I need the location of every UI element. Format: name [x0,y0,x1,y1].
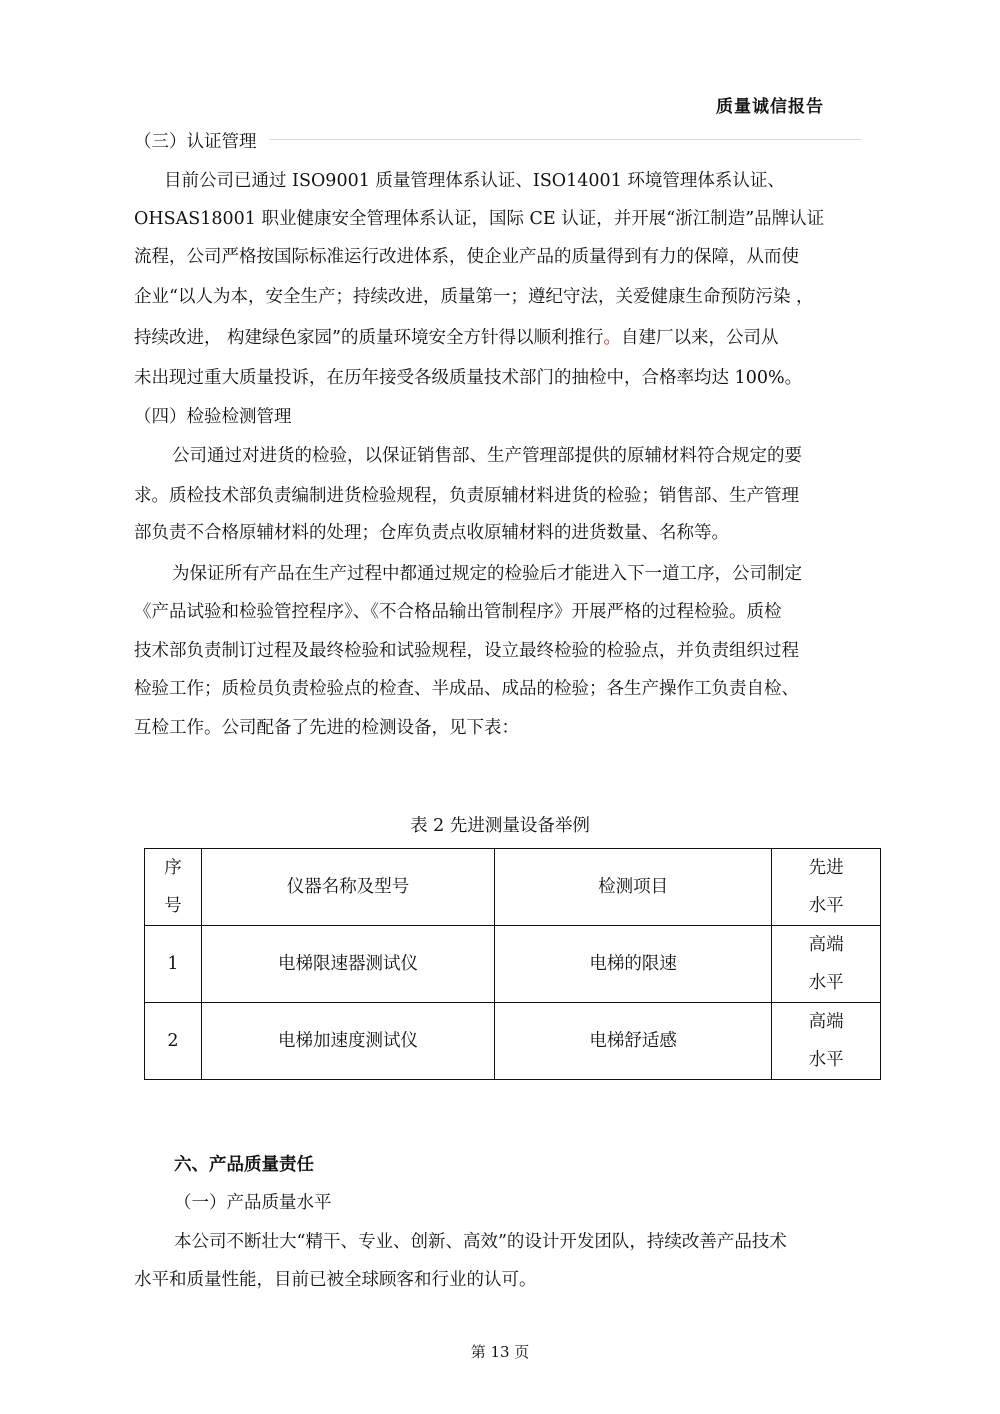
inspect-heading: （四）检验检测管理 [134,407,292,427]
table-caption: 表 2 先进测量设备举例 [410,816,590,836]
row-level-line-2: 水平 [808,1050,844,1070]
header-number-line-2: 号 [164,896,182,916]
row-number: 2 [145,1003,202,1080]
header-number [145,849,202,926]
table-header-row [145,849,881,926]
cert-line-5-text: 持续改进， 构建绿色家园”的质量环境安全方针得以顺利推行 [134,328,604,348]
cert-line-6: 未出现过重大质量投诉，在历年接受各级质量技术部门的抽检中，合格率均达 100%。 [134,368,803,388]
header-number-line-1: 序 [164,858,182,878]
cert-heading: （三）认证管理 [134,132,257,152]
cert-line-5-tail: 自建厂以来，公司从 [621,328,779,348]
row-level [772,926,881,1003]
header-test-item: 检测项目 [495,849,772,926]
inspect-p2-line-5: 互检工作。公司配备了先进的检测设备，见下表： [134,718,519,738]
quality-line-2: 水平和质量性能，目前已被全球顾客和行业的认可。 [134,1270,537,1290]
header-title: 质量诚信报告 [716,97,824,117]
table-row [145,926,881,1003]
header-rule [270,139,862,140]
inspect-p2-line-2: 《产品试验和检验管控程序》、《不合格品输出管制程序》开展严格的过程检验。质检 [134,602,782,622]
table-row [145,1003,881,1080]
row-level-line-1: 高端 [808,1012,844,1032]
cert-line-1: 目前公司已通过 ISO9001 质量管理体系认证、ISO14001 环境管理体系认证、 [164,171,785,191]
header-level-line-2: 水平 [808,896,844,916]
header-instrument: 仪器名称及型号 [201,849,494,926]
header-level-line-1: 先进 [808,858,844,878]
cert-line-2: OHSAS18001 职业健康安全管理体系认证，国际 CE 认证，并开展“浙江制造”品牌认证 [134,209,825,229]
cert-line-5-period: 。 [603,328,622,348]
inspect-p2-line-1: 为保证所有产品在生产过程中都通过规定的检验后才能进入下一道工序，公司制定 [172,564,802,584]
cert-line-3: 流程，公司严格按国际标准运行改进体系，使企业产品的质量得到有力的保障，从而使 [134,247,799,267]
inspect-p2-line-3: 技术部负责制订过程及最终检验和试验规程，设立最终检验的检验点，并负责组织过程 [134,641,799,661]
row-test-item: 电梯舒适感 [495,1003,772,1080]
row-level [772,1003,881,1080]
page-number: 第 13 页 [470,1343,530,1361]
quality-line-1: 本公司不断壮大“精干、专业、创新、高效”的设计开发团队，持续改善产品技术 [174,1232,787,1252]
row-test-item: 电梯的限速 [495,926,772,1003]
row-instrument: 电梯加速度测试仪 [201,1003,494,1080]
row-level-line-2: 水平 [808,973,844,993]
inspect-p2-line-4: 检验工作；质检员负责检验点的检查、半成品、成品的检验；各生产操作工负责自检、 [134,679,799,699]
cert-line-5 [134,324,779,349]
equipment-table [144,848,881,1080]
cert-line-4: 企业“以人为本，安全生产；持续改进，质量第一；遵纪守法，关爱健康生命预防污染 ， [134,287,814,307]
header-level [772,849,881,926]
inspect-p1-line-1: 公司通过对进货的检验，以保证销售部、生产管理部提供的原辅材料符合规定的要 [172,446,802,466]
quality-heading: 六、产品质量责任 [174,1155,314,1175]
inspect-p1-line-2: 求。质检技术部负责编制进货检验规程，负责原辅材料进货的检验；销售部、生产管理 [134,486,799,506]
quality-subheading: （一）产品质量水平 [174,1193,332,1213]
inspect-p1-line-3: 部负责不合格原辅材料的处理；仓库负责点收原辅材料的进货数量、名称等。 [134,523,729,543]
row-instrument: 电梯限速器测试仪 [201,926,494,1003]
row-level-line-1: 高端 [808,935,844,955]
row-number: 1 [145,926,202,1003]
